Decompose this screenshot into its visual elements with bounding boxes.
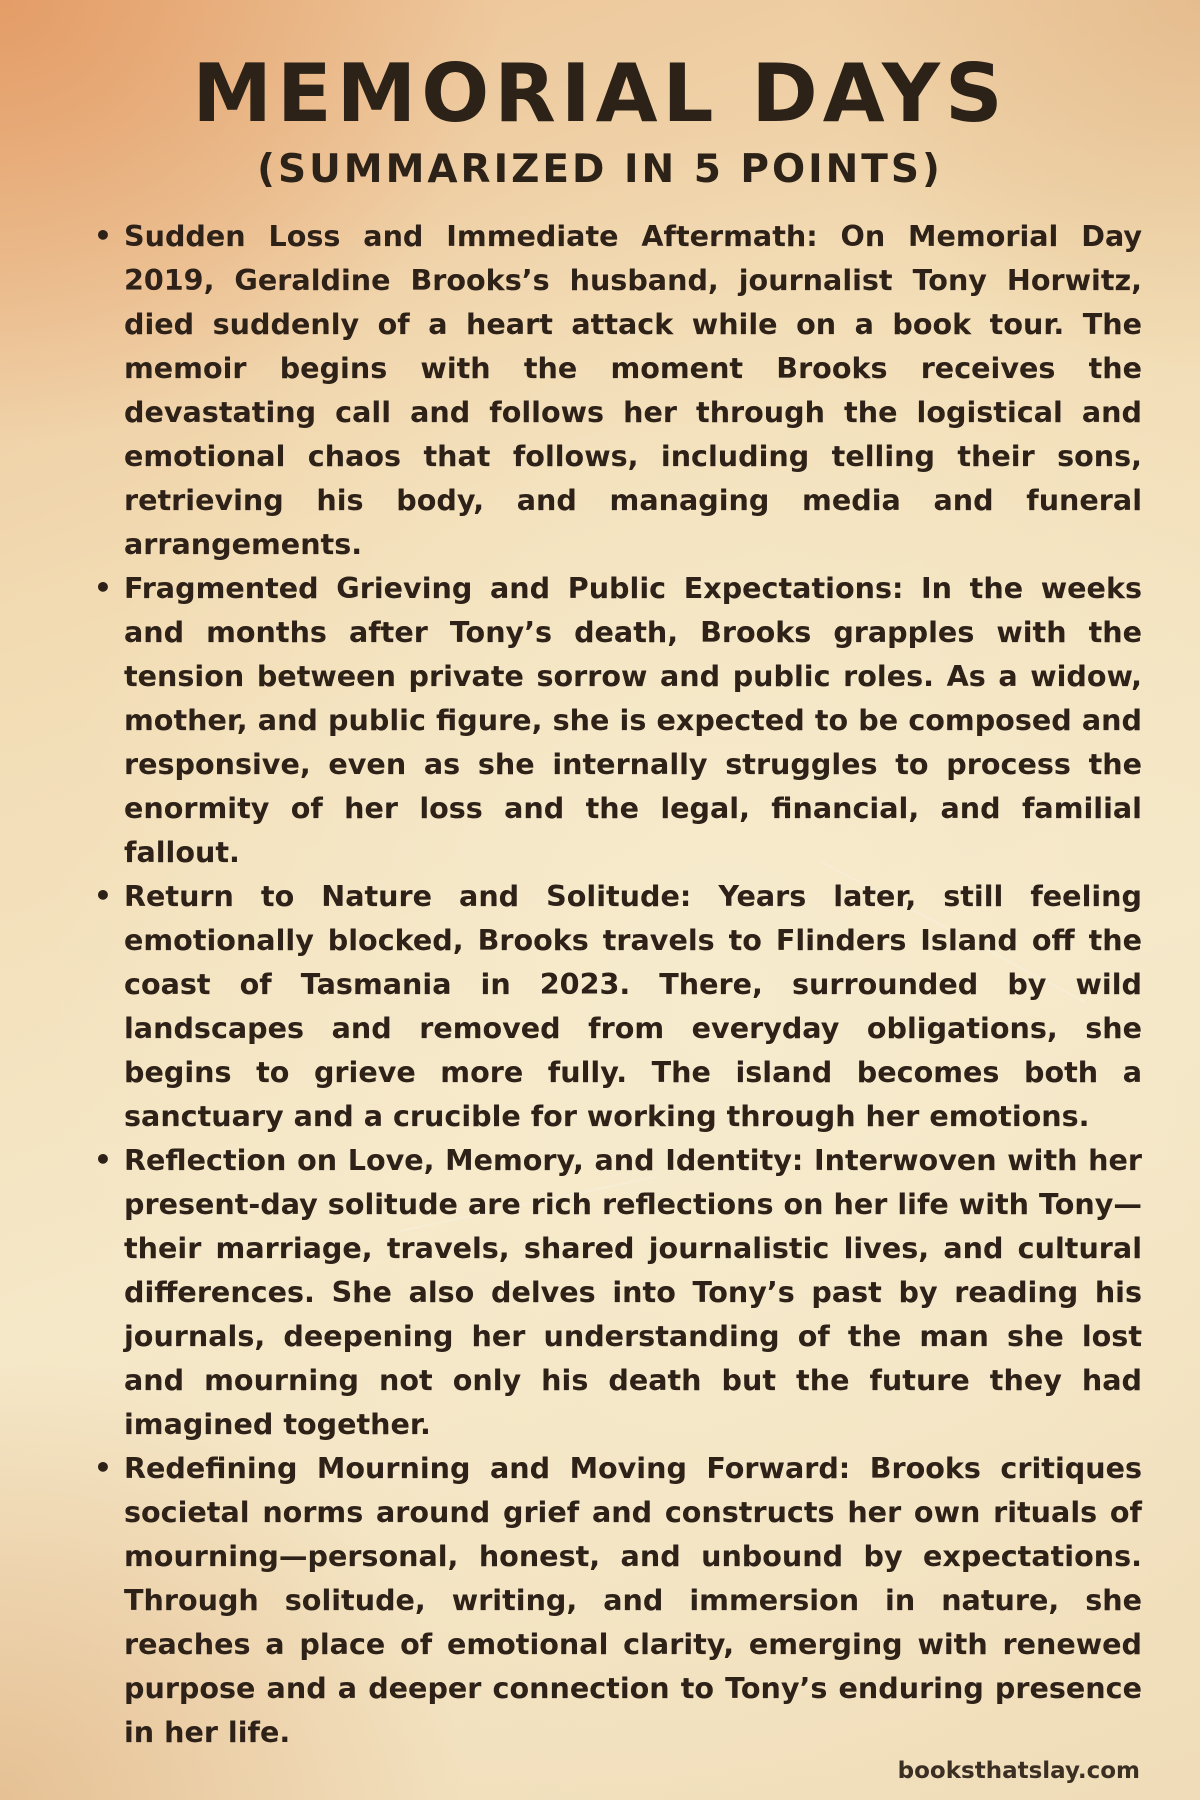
bullet-icon: • xyxy=(94,571,112,604)
summary-point-text: Redefining Mourning and Moving Forward: Brooks critiques societal norms around grief and constructs her own rituals of mourning—personal, honest, and unbound by expectations. Through solitude, writing, and immersion in nature, she reaches a place of emotional clarity, emerging with renewed purpose and a deeper connection to Tony’s enduring presence in her life. xyxy=(124,1451,1142,1749)
summary-point-text: Fragmented Grieving and Public Expectations: In the weeks and months after Tony’s death, Brooks grapples with the tension between private sorrow and public roles. As a widow, mother, and public figure, she is expected to be composed and responsive, even as she internally struggles to process the enormity of her loss and the legal, financial, and familial fallout. xyxy=(124,571,1142,869)
page-subtitle: (SUMMARIZED IN 5 POINTS) xyxy=(257,147,943,192)
summary-point-3 xyxy=(88,874,1142,1138)
site-watermark: booksthatslay.com xyxy=(897,1758,1140,1784)
bullet-icon: • xyxy=(94,879,112,912)
bullet-icon: • xyxy=(94,1451,112,1484)
summary-point-text: Sudden Loss and Immediate Aftermath: On Memorial Day 2019, Geraldine Brooks’s husband, journalist Tony Horwitz, died suddenly of a heart attack while on a book tour. The memoir begins with the moment Brooks receives the devastating call and follows her through the logistical and emotional chaos that follows, including telling their sons, retrieving his body, and managing media and funeral arrangements. xyxy=(124,219,1142,561)
summary-point-1 xyxy=(88,214,1142,566)
bullet-icon: • xyxy=(94,1143,112,1176)
summary-points-list xyxy=(88,214,1142,1754)
summary-point-5 xyxy=(88,1446,1142,1754)
summary-point-4 xyxy=(88,1138,1142,1446)
summary-point-text: Return to Nature and Solitude: Years later, still feeling emotionally blocked, Brooks travels to Flinders Island off the coast of Tasmania in 2023. There, surrounded by wild landscapes and removed from everyday obligations, she begins to grieve more fully. The island becomes both a sanctuary and a crucible for working through her emotions. xyxy=(124,879,1142,1133)
bullet-icon: • xyxy=(94,219,112,252)
summary-point-text: Reflection on Love, Memory, and Identity: Interwoven with her present-day solitude are rich reflections on her life with Tony—their marriage, travels, shared journalistic lives, and cultural differences. She also delves into Tony’s past by reading his journals, deepening her understanding of the man she lost and mourning not only his death but the future they had imagined together. xyxy=(124,1143,1142,1441)
page-title: MEMORIAL DAYS xyxy=(192,47,1008,140)
summary-point-2 xyxy=(88,566,1142,874)
